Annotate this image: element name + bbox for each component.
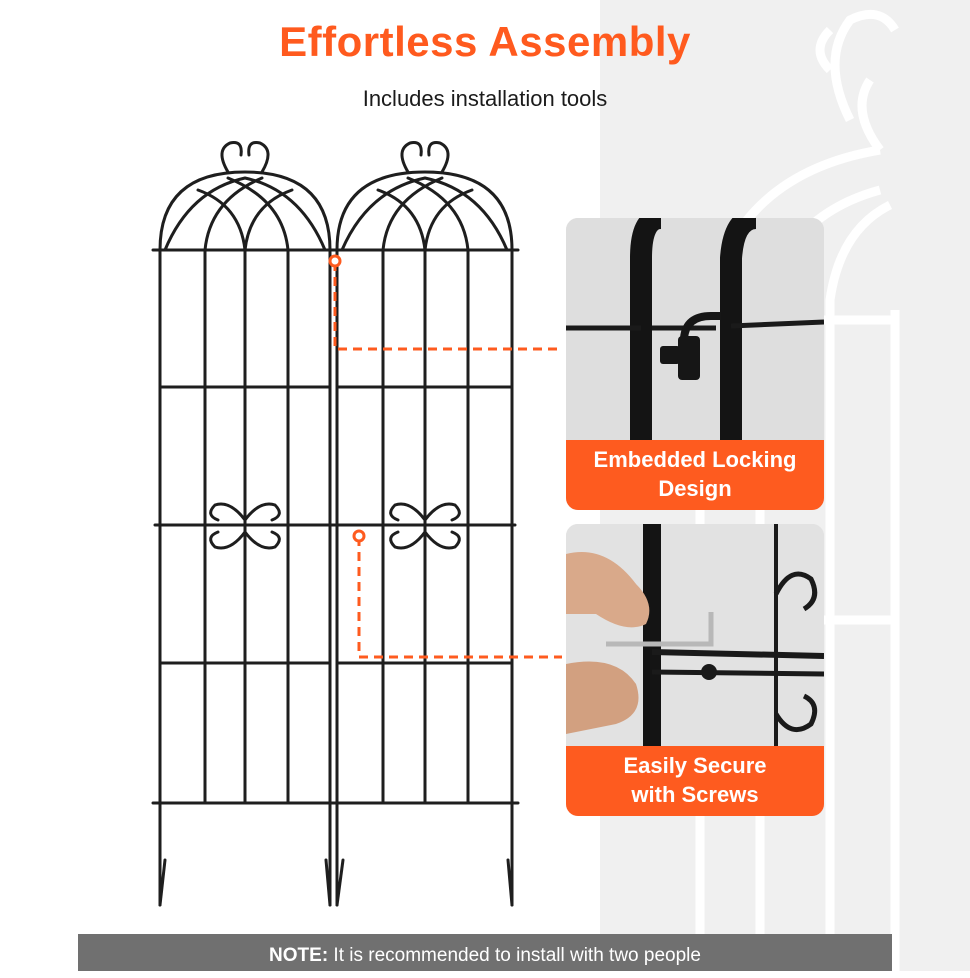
- screws-card: [566, 524, 824, 816]
- locking-design-card: [566, 218, 824, 510]
- callout-marker-2: [354, 531, 364, 541]
- locking-design-caption: Embedded Locking Design: [566, 440, 824, 510]
- note-text: It is recommended to install with two people: [328, 945, 701, 966]
- page-subtitle: Includes installation tools: [362, 86, 608, 111]
- hand-with-hex-key-photo: [566, 524, 824, 746]
- locking-joint-photo: [566, 218, 824, 440]
- page-title: Effortless Assembly: [279, 18, 691, 65]
- note-bar: [78, 934, 892, 971]
- screws-caption: Easily Secure with Screws: [566, 746, 824, 816]
- note-prefix: NOTE:: [269, 945, 329, 966]
- callout-marker-1: [330, 256, 340, 266]
